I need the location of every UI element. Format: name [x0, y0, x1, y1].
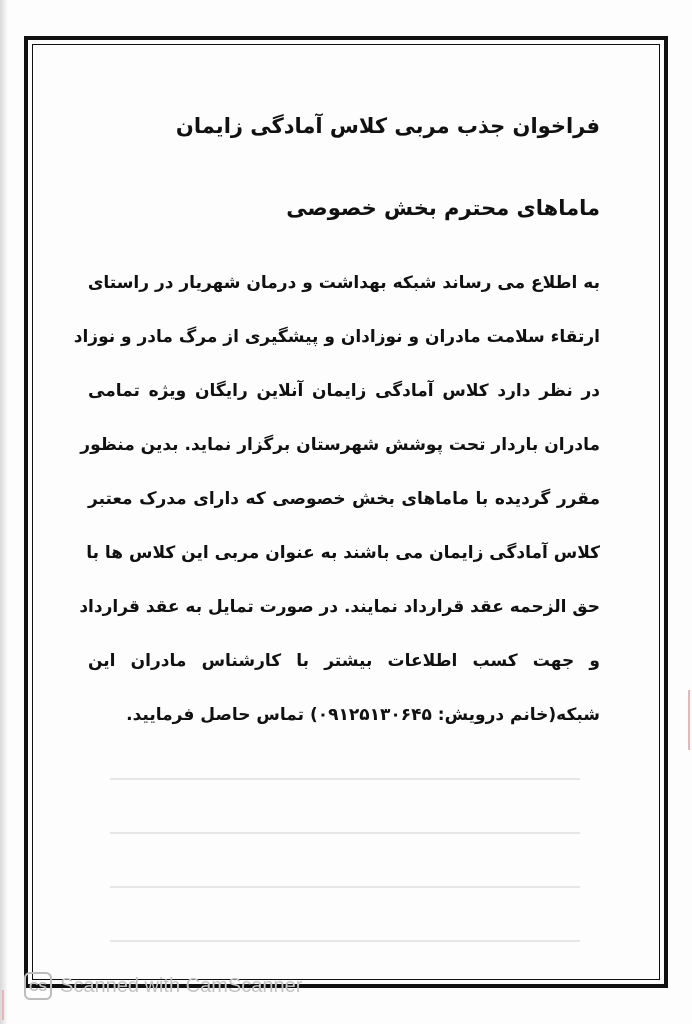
- scan-edge-shadow: [0, 0, 8, 1024]
- document-title: فراخوان جذب مربی کلاس آمادگی زایمان: [175, 114, 600, 138]
- body-line: کلاس آمادگی زایمان می باشند به عنوان مربی این کلاس ها با: [86, 543, 600, 563]
- body-line: شبکه(خانم درویش: ۰۹۱۲۵۱۳۰۶۴۵) تماس حاصل فرمایید.: [126, 705, 600, 725]
- scan-artifact-mark: [688, 690, 690, 750]
- camscanner-watermark: [24, 968, 302, 1004]
- watermark-text: Scanned with CamScanner: [60, 974, 303, 997]
- body-line: به اطلاع می رساند شبکه بهداشت و درمان شهریار در راستای: [87, 273, 600, 293]
- body-line: مادران باردار تحت پوشش شهرستان برگزار نماید. بدین منظور: [80, 435, 600, 455]
- body-line: در نظر دارد کلاس آمادگی زایمان آنلاین رایگان ویژه تمامی: [88, 381, 600, 401]
- camscanner-logo-icon: CS: [24, 972, 52, 1000]
- bleed-through-line: [110, 886, 580, 888]
- body-line: ارتقاء سلامت مادران و نوزادان و پیشگیری از مرگ مادر و نوزاد: [73, 327, 600, 347]
- body-text: [73, 268, 600, 754]
- bleed-through-line: [110, 778, 580, 780]
- scan-artifact-mark: [2, 990, 4, 1020]
- body-line: و جهت کسب اطلاعات بیشتر با کارشناس مادران این: [88, 651, 600, 671]
- bleed-through-line: [110, 940, 580, 942]
- body-line: حق الزحمه عقد قرارداد نمایند. در صورت تمایل به عقد قرارداد: [79, 597, 600, 617]
- document-subtitle: ماماهای محترم بخش خصوصی: [286, 196, 600, 220]
- body-line: مقرر گردیده با ماماهای بخش خصوصی که دارای مدرک معتبر: [88, 489, 600, 509]
- bleed-through-line: [110, 832, 580, 834]
